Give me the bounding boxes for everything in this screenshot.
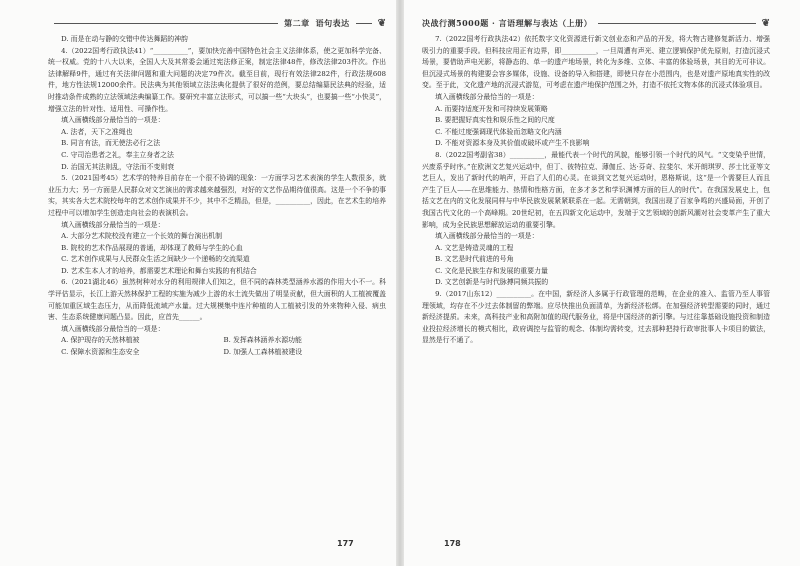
header-rule bbox=[54, 23, 278, 24]
answer-option: A. 文艺是铸造灵魂的工程 bbox=[435, 243, 514, 252]
question-paragraph: 填入画横线部分最恰当的一项是： bbox=[61, 324, 165, 333]
answer-option: C. 保障水资源和生态安全 bbox=[61, 348, 140, 357]
answer-option-row bbox=[48, 347, 386, 359]
left-page bbox=[0, 0, 398, 566]
answer-option: A. 保护现存的天然林植被 bbox=[61, 336, 140, 345]
question-paragraph: 7.（2022国考行政执法42）依托数字文化资源进行新文创业态和产品的开发，将大物古建修复新活力、增强吸引力的重要手段。但科技应用正有边界，即__________，一旦周遭有声光、建立逻辑保护优先原则，打造沉浸式场景，要借助声电光影，将静态的、单一的遗产地场景，转化为多维、立体、丰富的体验场景，其目的无可非议。但沉浸式场景的构建要会容多媒体，设施、设备的导入和搭建，即使只存在小范围内，也是对遗产原地真实性的改变。至于此，文化遗产地的沉浸式游览，可考虑在遗产地保护范围之外，打造不依托文物本体的沉浸式体验项目。 bbox=[422, 35, 770, 90]
right-page-body bbox=[422, 34, 770, 347]
answer-option: D. 加强人工森林植被建设 bbox=[223, 348, 303, 357]
left-page-body bbox=[48, 34, 386, 359]
section-label: 语句表达 bbox=[315, 17, 350, 28]
question-paragraph: 6.（2021湖北46）虽然树种对水分的利用规律人们知之，但不同的森林类型涵养水源的作用大小不一。科学评估显示，长江上游天然林保护工程的实施为减少上游的水土流失做出了明显贡献，但大面积的人工植被覆盖可能加重区域生态压力，从而降低流域产水量。过大规模集中连片种植的人工植被引发的外来物种入侵、病虫害、生态系统健康问题凸显。因此，应首先______。 bbox=[48, 278, 386, 322]
ornament-icon: ❦ bbox=[377, 17, 386, 29]
answer-option: C. 文化是民族生存和发展的重要力量 bbox=[435, 266, 548, 275]
answer-option: C. 守司治患者之礼，奉主立身者之法 bbox=[61, 150, 174, 159]
answer-option: B. 院校的艺术作品展现的普通，却体现了教师与学生的心血 bbox=[61, 243, 243, 252]
page-number: 178 bbox=[444, 539, 461, 548]
answer-option: D. 不能对资源本身及其价值或破坏或产生不良影响 bbox=[435, 139, 590, 148]
question-paragraph: 填入画横线部分最恰当的一项是： bbox=[61, 116, 165, 125]
answer-option: B. 要把握好真实性和娱乐性之间的尺度 bbox=[435, 116, 555, 125]
question-paragraph: 填入画横线部分最恰当的一项是： bbox=[61, 220, 165, 229]
series-title: 决战行测5000题 · 言语理解与表达（上册） bbox=[422, 17, 593, 28]
right-page-header bbox=[422, 16, 770, 30]
question-paragraph: 4.（2022国考行政执法41）“__________”，要加快完善中国特色社会主义法律体系，使之更加科学完备、统一权威。党的十八大以来，全国人大及其常委会通过宪法修正案，制定法律48件，修改法律203件次。作出法律解释9件，通过有关法律问题和重大问题的决定79件次。截至目前，现行有效法律282件，行政法规608件，地方性法规12000余件。民法典为其他领域立法法典化提供了很好的范例，要总结编纂民法典的经验，适时推动条件成熟的立法领域法典编纂工作。要研究丰富立法形式，可以搞一些“大块头”，也要搞一些“小快灵”，增强立法的针对性、适用性、可操作性。 bbox=[48, 46, 386, 113]
answer-option: C. 艺术创作成果与人民群众生活之间缺少一个递畅的交流渠道 bbox=[61, 255, 250, 264]
answer-option: D. 而是在动与静的交错中传达舞蹈的神韵 bbox=[61, 35, 188, 43]
answer-option: B. 同言有法，而无使法必行之法 bbox=[61, 139, 161, 148]
answer-option: A. 而要持适度开发和可持续发展策略 bbox=[435, 104, 548, 113]
chapter-label: 第二章 bbox=[284, 17, 310, 28]
answer-option: D. 文艺创新是与时代脉搏同频共振的 bbox=[435, 278, 549, 287]
answer-option: A. 大部分艺术院校没有建立一个长效的舞台演出机制 bbox=[61, 232, 223, 241]
answer-option: A. 法者，天下之准绳也 bbox=[61, 127, 133, 136]
ornament-icon: ❦ bbox=[761, 17, 770, 29]
page-number: 177 bbox=[337, 539, 354, 548]
answer-option: D. 艺术生本人才的培养，都需要艺术理论和舞台实践的有机结合 bbox=[61, 266, 257, 275]
header-rule bbox=[598, 23, 755, 24]
question-paragraph: 9.（2017山东12）__________。在中国，新经济人多属于行政管理的范畴，在企业的准入、监管乃至人事管理领域，均存在不少过去体制留的弊端。应尽快推出负面清单，为新经济松绑。在加强经济转型需要的同时，通过新经济提质。未来，高科技产业和高附加值的现代服务业，将是中国经济的新引擎。与过往靠基础设施投资和制造业投拉经济增长的模式相比，政府调控与监管的观念、体制均需转变，过去那种把持行政审批事人卡项目的做法，显然是行不通了。 bbox=[422, 290, 770, 345]
left-page-header bbox=[48, 16, 386, 30]
header-rule bbox=[356, 23, 372, 24]
question-paragraph: 填入画横线部分最恰当的一项是： bbox=[435, 92, 539, 101]
answer-option: D. 治国无其法则乱，守法而不变则衰 bbox=[61, 162, 175, 171]
question-paragraph: 5.（2021国考45）艺术学的特养目前存在一个很不协调的现象：一方面学习艺术表演的学生人数很多，就业压力大；另一方面是人民群众对文艺演出的需求越来越强烈，对好的文艺作品期待值很高。这是一个不争的事实，其实各大艺术院校每年的艺术创作成果并不少，其中不乏精品，但是，__________，因此，在艺术生的培养过程中可以增加学生创造走向社会的表演机会。 bbox=[48, 174, 386, 217]
answer-option: B. 发挥森林涵养水源功能 bbox=[223, 336, 302, 345]
answer-option: C. 不能过度强调现代体验而忽略文化内涵 bbox=[435, 127, 562, 136]
question-paragraph: 8.（2022国考副省38）__________，最能代表一个时代的风貌，能够引领一个时代的风气。“文变染乎世情，兴废系乎时序。”在欧洲文艺复兴运动中，但丁、彼特拉克、薄伽丘、达·芬奇、拉斐尔、米开朗琪罗、莎士比亚等文艺巨人，发出了新时代的呐声，开启了人们的心灵。在谈到文艺复兴运动时，恩格斯说，这“是一个需要巨人而且产生了巨人——在思维能力、热情和性格方面，在多才多艺和学识渊博方面的巨人的时代”。在我国发展史上，包括文艺在内的文化发展同样与中华民族发展紧紧联系在一起。无需朝到，我国出现了百家争鸣的兴盛局面，开创了我国古代文化的一个高峰期。20世纪初，在五四新文化运动中，发端于文艺领域的创新风潮对社会变革产生了重大影响，成为全民族思想解放运动的重要引擎。 bbox=[422, 150, 770, 229]
answer-option-row bbox=[48, 335, 386, 347]
answer-option: B. 文艺是时代前进的号角 bbox=[435, 255, 514, 264]
right-page bbox=[402, 0, 800, 566]
question-paragraph: 填入画横线部分最恰当的一项是： bbox=[435, 232, 539, 241]
